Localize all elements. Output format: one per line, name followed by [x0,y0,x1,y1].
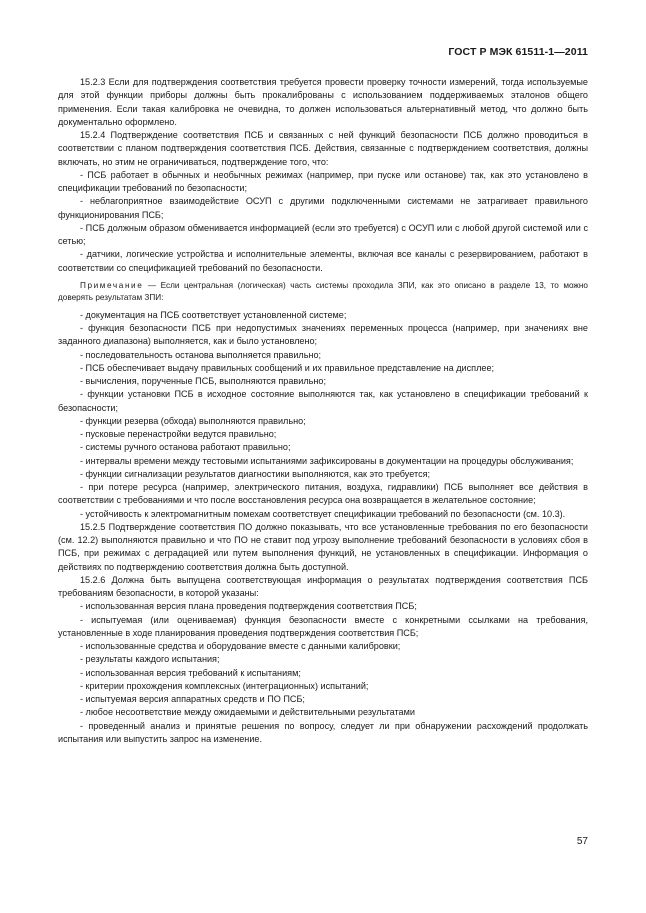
list-item: - системы ручного останова работают правильно; [80,442,291,453]
list-item: - использованные средства и оборудование вместе с данными калибровки; [80,641,401,651]
list-item: - испытуемая (или оцениваемая) функция безопасности вместе с конкретными ссылками на требования, установленные в ходе планирования проведения подтверждения соответствия ПСБ; [58,614,588,638]
list-item: - при потере ресурса (например, электрического питания, воздуха, гидравлики) ПСБ выполняет все действия в соответствии с требованиями и что после восстановления ресурса она возвращается в желательное состояние; [58,482,588,506]
list-item: - пусковые перенастройки ведутся правильно; [80,429,277,439]
list-item: - устойчивость к электромагнитным помехам соответствует спецификации требований по безопасности (см. 10.3). [80,508,566,519]
list-item: - функция безопасности ПСБ при недопустимых значениях переменных процесса (например, при значениях вне заданного диапазона) выполняется, как и было установлено; [58,323,588,347]
list-item: - критерии прохождения комплексных (интеграционных) испытаний; [80,680,369,691]
list-item: - датчики, логические устройства и исполнительные элементы, включая все каналы с резервированием, работают в соответствии со спецификацией требований по безопасности. [58,249,588,273]
list-item: - неблагоприятное взаимодействие ОСУП с другими подключенными системами не затрагивает правильного функционирования ПСБ; [58,196,588,220]
list-item: - функции сигнализации результатов диагностики выполняются, как это требуется; [80,468,431,479]
note-text: — Если центральная (логическая) часть системы проходила ЗПИ, как это описано в разделе 13, то можно доверять результатам ЗПИ: [58,280,588,302]
paragraph: 15.2.4 Подтверждение соответствия ПСБ и связанных с ней функций безопасности ПСБ должно проводиться в соответствии с планом подтверждения соответствия ПСБ. Действия, связанные с подтверждением соответствия, должны включать, но этим не ограничиваться, подтверждение того, что: [58,130,588,167]
list-item: - использованная версия плана проведения подтверждения соответствия ПСБ; [80,601,417,612]
list-item: - ПСБ обеспечивает выдачу правильных сообщений и их правильное представление на дисплее; [80,362,495,373]
list-item: - интервалы времени между тестовыми испытаниями зафиксированы в документации на процедуры обслуживания; [80,455,574,466]
list-item: - функции установки ПСБ в исходное состояние выполняются так, как установлено в спецификации требований к безопасности; [58,389,588,413]
paragraph: 15.2.6 Должна быть выпущена соответствующая информация о результатах подтверждения соответствия ПСБ требованиям безопасности, в которой указаны: [58,574,588,598]
list-item: - функции резерва (обхода) выполняются правильно; [80,415,306,426]
list-item: - любое несоответствие между ожидаемыми и действительными результатами [80,707,415,718]
paragraph: 15.2.3 Если для подтверждения соответствия требуется провести проверку точности измерений, тогда используемые для этой функции приборы должны быть прокалиброваны с использованием поддерживаемых эталонов общего применения. Если такая калибровка не очевидна, то должен использоваться альтернативный метод, что должно быть документально оформлено. [58,77,588,127]
document-body [58,76,588,746]
page-header-standard: ГОСТ Р МЭК 61511-1—2011 [448,46,588,58]
note-label: Примечание [80,280,144,290]
paragraph: 15.2.5 Подтверждение соответствия ПО должно показывать, что все установленные требования по его безопасности (см. 12.2) выполняются правильно и что ПО не ставит под угрозу выполнение требований безопасности в условиях сбоя в ПСБ, при режимах с деградацией или путем выполнения функций, не установленных в спецификации. Информация о действиях по подтверждению соответствия должна быть доступной. [58,521,588,572]
list-item: - документация на ПСБ соответствует установленной системе; [80,309,347,320]
list-item: - проведенный анализ и принятые решения по вопросу, следует ли при обнаружении расхождений продолжать испытания или выпустить запрос на изменение. [58,720,588,744]
list-item: - испытуемая версия аппаратных средств и ПО ПСБ; [80,694,305,704]
note [58,280,588,304]
list-item: - ПСБ должным образом обменивается информацией (если это требуется) с ОСУП или с любой другой системой или с сетью; [58,222,588,246]
list-item: - результаты каждого испытания; [80,654,220,665]
list-item: - ПСБ работает в обычных и необычных режимах (например, при пуске или останове) так, как это установлено в спецификации требований по безопасности; [58,169,588,193]
list-item: - использованная версия требований к испытаниям; [80,667,301,678]
list-item: - последовательность останова выполняется правильно; [80,349,322,360]
list-item: - вычисления, порученные ПСБ, выполняются правильно; [80,376,326,386]
page-number: 57 [576,836,588,847]
